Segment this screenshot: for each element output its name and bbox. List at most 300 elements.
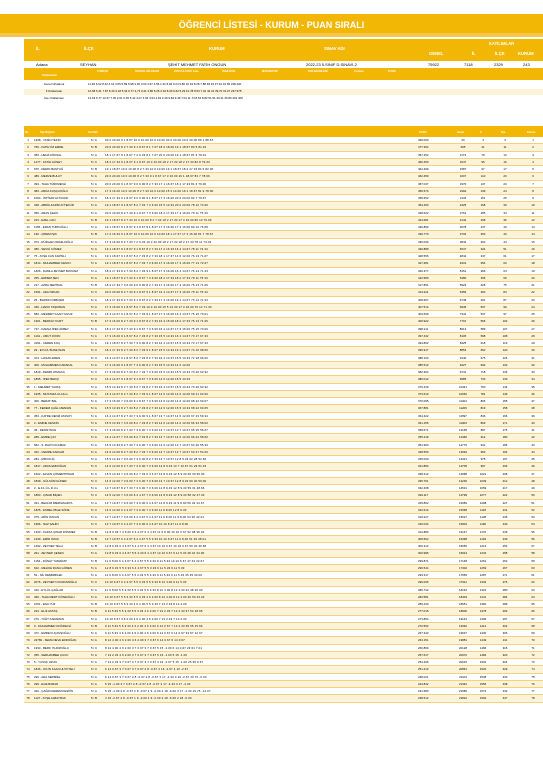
cell-sube: 5 / A [91,210,97,215]
kurum-katilim-value: 243 [523,62,530,67]
cell-ilce: 61 [503,254,507,258]
cell-ilce: 280 [502,587,508,592]
cell-kurum: 50 [531,493,535,498]
cell-no: 25 [26,312,30,316]
cell-ilce: 75 [503,283,507,287]
cell-total: 462.459 [418,174,429,179]
ilce-value: SEYHAN [80,62,97,67]
cell-ilce: 44 [503,239,507,244]
cell-scores: 15 5 13.33 8 2 7.33 8 2 7.33 8 2 7.33 14 6 12.00 15 5 13.33 68 22 60.65 [105,406,209,411]
cell-scores: 13 7 10.67 7 3 6.00 6 4 4.67 6 4 4.67 11 9 8.00 11 9 8.00 54 36 42.01 [105,515,205,519]
cell-name: 306 - MUHAMMED KARAKAL [34,362,73,367]
cell-kurum: 51 [531,500,535,505]
cell-il: 41 [481,145,485,150]
cell-total: 248.021 [418,674,429,679]
cell-genel: 11004 [459,399,467,403]
cell-total: 238.512 [418,696,429,701]
cell-genel: 15904 [458,522,468,527]
cell-sube: 5 / C [91,290,98,295]
cell-scores: 19 1 18.67 8 2 7.33 7 3 6.00 8 2 7.33 16 4 14.67 15 5 13.33 73 17 67.33 [105,341,209,345]
cell-no: 38 [26,406,30,411]
table-row [24,478,543,485]
cell-total: 422.580 [418,275,429,280]
ilce-ortalama-row [24,96,543,102]
cell-scores: 15 5 13.33 8 2 7.33 8 2 7.33 8 2 7.33 16 4 14.67 15 5 13.33 70 20 63.32 [105,384,209,389]
cell-name: 400 - BERAT BAL [34,399,58,403]
cell-name: 356 - ARAS ÇELİK [34,210,59,215]
cell-kurum: 3 [532,152,534,157]
cell-ilce: 102 [502,319,508,324]
cell-il: 819 [480,406,486,411]
table-row [24,239,543,246]
cell-scores: 12 8 9.33 7 3 6.00 6 4 4.67 6 4 4.67 11 9 8.00 10 10 6.67 52 38 39.34 [105,529,205,534]
cell-no: 35 [26,384,30,389]
cell-genel: 13421 [458,457,468,461]
cell-kurum: 61 [531,573,535,577]
cell-il: 110 [480,174,486,179]
cell-no: 62 [26,580,30,585]
cell-il: 1176 [479,529,487,534]
cell-no: 74 [26,667,30,672]
cell-sube: 5 / A [91,674,97,679]
cell-name: 22769 - SEMA NEVA ERDOĞAN [34,638,77,643]
kurum-header: KURUM [209,46,225,51]
table-row [24,398,543,405]
cell-ilce: 320 [502,652,508,657]
cell-sube: 5 / A [91,551,97,556]
cell-kurum: 16 [531,246,535,251]
cell-il: 1213 [479,544,487,548]
cell-total: 355.219 [418,435,429,440]
cell-ilce: 90 [503,304,507,309]
cell-genel: 15627 [458,515,468,519]
cell-total: 409.667 [418,297,429,302]
cell-name: 1839 - GÜLSÜM GÜNER [34,478,67,483]
cell-no: 31 [26,355,30,360]
cell-genel: 14799 [458,493,468,498]
cell-sube: 5 / A [91,341,97,345]
cell-kurum: 7 [532,181,534,186]
cell-genel: 1607 [459,174,467,179]
cell-ilce: 249 [502,536,508,541]
cell-kurum: 26 [531,319,535,324]
cell-name: 353 - KATRE DENİZ ATASOY [34,413,73,418]
table-row [24,529,543,536]
stat-label: Genel Ortalama [43,82,65,86]
cell-genel: 3734 [459,232,467,237]
cell-genel: 19144 [458,616,468,621]
cell-no: 75 [26,674,30,679]
cell-total: 267.340 [418,631,429,635]
cell-kurum: 76 [531,681,535,686]
cell-sube: 5 / C [91,159,98,164]
cell-name: 1101 - UMUT AYDIN [34,333,61,338]
cell-kurum: 46 [531,464,535,469]
cell-no: 14 [26,232,30,237]
cell-name: 25 - BARKIN ÖZBİÇER [34,297,65,302]
table-row [24,333,543,340]
cell-scores: 15 5 13.33 8 2 7.33 7 3 6.00 7 3 6.00 14 6 12.00 13 7 10.67 64 26 55.33 [105,442,209,447]
ortalamalar-label: Ortalamalar [42,74,57,77]
cell-scores: 20 0 20.00 9 1 8.67 9 0 9.00 8 2 7.33 17 1 16.67 18 2 17.33 81 6 79.00 [105,181,207,186]
cell-genel: 17148 [458,558,468,563]
cell-il: 151 [480,196,486,200]
cell-sube: 5 / B [91,602,97,606]
cell-kurum: 41 [531,428,535,432]
cell-genel: 1992 [459,188,467,193]
cell-sube: 5 / A [91,638,97,643]
cell-sube: 5 / B [91,529,97,534]
genel-header: GENEL [429,51,444,56]
cell-total: 397.432 [418,333,429,338]
cell-ilce: 208 [502,471,508,476]
cell-sube: 5 / A [91,362,97,367]
cell-kurum: 62 [531,580,535,585]
cell-ilce: 222 [502,493,508,498]
cell-ilce: 63 [503,261,507,266]
cell-il: 1520 [479,667,487,672]
sinav-adi-header: SINAV ADI [324,46,345,51]
cell-total: 426.377 [418,268,429,273]
cell-scores: 17 3 16.00 10 0 10.00 8 2 7.33 10 0 10.00 15 3 14.00 19 1 18.67 81 9 78.00 [105,188,214,193]
cell-il: 1269 [479,565,487,570]
cell-no: 50 [26,493,30,498]
cell-name: 276 - YİĞİT KARAMAN [34,616,64,621]
table-row [24,674,543,681]
cell-total: 244.842 [418,681,429,686]
cell-no: 2 [27,145,29,150]
cell-name: 1846 - AYLİN KAAN HUYKTELİ [34,667,75,672]
cell-kurum: 58 [531,551,535,556]
cell-genel: 3678 [459,225,467,229]
cell-il: 139 [480,188,486,193]
cell-ilce: 176 [502,428,508,432]
cell-ilce: 240 [502,522,508,527]
cell-sube: 5 / C [91,196,98,200]
cell-total: 466.450 [418,159,429,164]
cell-il: 1396 [479,616,487,621]
cell-no: 53 [26,515,30,519]
table-row [24,456,543,463]
cell-genel: 10652 [458,391,468,396]
table-row [24,166,543,173]
cell-scores: 15 5 13.33 7 3 6.00 7 3 6.00 8 2 7.33 13 7 10.67 12 8 9.33 62 28 52.66 [105,457,207,461]
cell-kurum: 73 [531,660,535,664]
cell-no: 67 [26,616,30,621]
cell-ilce: 253 [502,544,508,548]
cell-sube: 5 / A [91,616,97,621]
cell-sube: 5 / A [91,312,97,316]
cell-sube: 5 / A [91,174,97,179]
genel-katilim-value: 75922 [428,62,440,67]
cell-ilce: 64 [503,268,507,273]
ingilizce-header: İNGİLİZCE [222,70,236,73]
table-row [24,210,543,217]
cell-no: 18 [26,261,30,266]
cell-scores: 13 7 10.67 8 2 7.33 7 3 6.00 7 3 6.00 12 8 9.33 12 8 9.33 59 31 48.66 [105,486,205,490]
cell-ilce: 324 [502,660,508,664]
cell-kurum: 2 [532,145,534,150]
cell-sube: 5 / A [91,500,97,505]
cell-name: 1826 - DAMLA ZEYNEP BAYRAM [34,268,78,273]
cell-il: 912 [480,435,486,440]
table-row [24,565,543,572]
cell-name: 1492 - ZEYNEP TELLİ [34,544,63,548]
cell-sube: 5 / A [91,261,97,266]
cell-no: 11 [26,210,30,215]
cell-scores: 12 8 9.33 5 5 3.33 6 4 4.67 5 5 3.33 9 11 5.33 9 11 5.33 [105,565,185,570]
cell-ilce: 107 [502,326,508,331]
cell-total: 448.622 [418,210,429,215]
cell-name: 1895 - İPEK BEKÇİ [34,377,60,382]
cell-kurum: 5 [532,167,534,171]
cell-total: 335.761 [418,478,429,483]
cell-ilce: 203 [502,464,508,469]
cell-il: 618 [480,341,486,345]
cell-total: 413.221 [418,290,429,295]
cell-total: 286.742 [418,587,429,592]
cell-il: 208 [480,217,486,222]
ilce-katilim-header: İLÇE [495,51,505,56]
cell-sube: 5 / A [91,268,97,273]
cell-genel: 9985 [459,377,467,382]
cell-ilce: 311 [502,638,508,643]
cell-kurum: 13 [531,225,535,229]
cell-name: 489 - MERVE BULUT [34,174,62,179]
cell-il: 1059 [479,486,487,490]
cell-no: 30 [26,348,30,353]
cell-ilce: 217 [502,486,508,490]
cell-total: 309.562 [418,536,429,541]
cell-no: 3 [27,152,29,157]
cell-sube: 5 / A [91,573,97,577]
cell-name: 190 - ÇİREM IŞIK [34,232,57,237]
cell-no: 48 [26,478,30,483]
cell-il: 652 [480,348,486,353]
cell-name: 380 - SEVGİ CÖMEZ [34,246,62,251]
cell-ilce: 17 [503,167,507,171]
table-row [24,594,543,601]
cell-no: 55 [26,529,30,534]
cell-no: 1 [27,138,29,142]
cell-name: 1933 - BERK YILDIZOĞLU [34,645,69,650]
cell-genel: 9741 [459,370,467,374]
cell-sube: 5 / B [91,319,97,324]
cell-ilce: 158 [502,406,508,411]
cell-no: 24 [26,304,30,309]
cell-kurum: 32 [531,362,535,367]
cell-no: 56 [26,536,30,541]
stat-values: 11.69 6.02 8.42 6.61 3.05 5.59 5.98 4.36 3.63 3.97 4.96 1.31 8.94 9.24 5.86 10.64 8.28 7.88 48.23 37.91 33.69 248.420 [88,82,242,86]
cell-kurum: 24 [531,304,535,309]
cell-total: 264.151 [418,638,429,643]
cell-il: 1323 [479,587,487,592]
cell-scores: 17 3 16.00 9 1 8.67 8 2 7.33 8 2 7.33 15 5 13.33 16 4 14.67 73 17 67.33 [105,333,209,338]
cell-scores: 14 6 12.00 6 4 4.67 7 3 6.00 7 3 6.00 11 9 8.00 12 8 9.33 [105,507,187,512]
cell-genel: 5480 [459,275,467,280]
cell-genel: 1587 [459,167,467,171]
cell-ilce: 108 [502,333,508,338]
cell-scores: 20 0 20.00 10 0 10.00 8 2 7.33 9 1 8.67 17 3 16.00 19 1 18.67 83 7 78.66 [105,174,210,179]
cell-kurum: 44 [531,449,535,454]
cell-no: 13 [26,225,30,229]
cell-name: 1825 - ESMELİ BGE SÖNE [34,507,70,512]
cell-il: 354 [480,261,486,266]
table-row [24,442,543,449]
cell-genel: 18900 [458,609,468,614]
cell-ilce: 25 [503,196,507,200]
cell-genel: 11597 [459,413,467,418]
table-body [24,137,543,703]
cell-no: 57 [26,544,30,548]
cell-genel: 12776 [458,442,468,447]
cell-total: 427.481 [418,261,429,266]
table-row [24,449,543,456]
cell-genel: 6356 [459,290,467,295]
cell-name: 5 - YUSUF UZUN [34,660,57,664]
cell-scores: 19 1 18.67 9 1 8.67 8 2 7.33 7 3 6.00 17 3 16.00 17 3 16.00 77 13 72.67 [105,261,209,266]
cell-total: 398.211 [418,326,429,331]
cell-sube: 5 / A [91,246,97,251]
cell-no: 59 [26,558,30,563]
cell-genel: 18651 [458,602,468,606]
table-row [24,217,543,224]
table-row [24,543,543,550]
cell-name: 77 - KEREM ÇAĞLI ZENGİN [34,406,72,411]
cell-ilce: 43 [503,232,507,237]
cell-ilce: 155 [502,399,508,403]
cell-total: 306.313 [418,544,429,548]
cell-il: 168 [480,203,486,208]
cell-total: 376.440 [418,384,429,389]
cell-il: 1412 [479,623,487,628]
cell-sube: 5 / A [91,652,97,657]
table-row [24,681,543,688]
stat-label: İl Ortalaması [45,89,63,93]
cell-il: 806 [480,399,486,403]
cell-total: 251.213 [418,667,429,672]
cell-scores: 20 0 20.00 9 1 8.67 10 0 10.00 10 0 10.00 20 0 20.00 20 0 20.00 89 1 88.67 [105,138,214,142]
cell-sube: 5 / B [91,544,97,548]
cell-ilce: 20 [503,174,507,179]
cell-no: 9 [27,196,29,200]
cell-ilce: 347 [502,696,508,701]
cell-genel: 13705 [458,464,468,469]
col-ilce: İlçe [501,131,506,134]
cell-scores: 20 0 20.00 8 2 7.33 9 1 8.67 7 3 6.00 18 2 17.33 17 3 16.00 79 11 75.33 [105,210,208,215]
table-row [24,224,543,231]
cell-genel: 19881 [458,638,468,643]
cell-il: 95 [481,159,485,164]
cell-no: 27 [26,326,30,331]
cell-genel: 5151 [459,268,467,273]
turkce-header: TÜRKÇE [97,70,109,73]
cell-name: 976 - DERİN BAŞTUĞ [34,167,64,171]
table-header [24,126,543,137]
cell-kurum: 36 [531,391,535,396]
cell-no: 44 [26,449,30,454]
cell-il: 1502 [479,660,487,664]
cell-name: 255 - ERDEM ŞEN [34,275,59,280]
cell-sube: 5 / C [91,370,98,374]
cell-name: 331 - BEGÜM İMERİHSARYA [34,500,73,505]
cell-total: 293.317 [418,573,429,577]
cell-genel: 21822 [458,696,468,701]
cell-total: 370.095 [418,399,429,403]
cell-genel: 7701 [459,319,467,324]
cell-il: 1138 [479,515,487,519]
cell-ilce: 30 [503,203,507,208]
cell-il: 324 [480,246,486,251]
il-katilim-value: 7118 [464,62,473,67]
cell-sube: 5 / A [91,689,97,693]
cell-kurum: 71 [531,645,535,650]
cell-genel: 21580 [458,689,468,693]
averages-header [24,69,543,80]
table-row [24,666,543,673]
cell-sube: 5 / A [91,587,97,592]
cell-total: 361.155 [418,420,429,425]
cell-ilce: 24 [503,188,507,193]
cell-no: 37 [26,399,30,403]
table-row [24,463,543,470]
cell-kurum: 9 [532,196,534,200]
cell-no: 68 [26,623,30,628]
cell-il: 79 [481,152,485,157]
cell-scores: 15 5 13.33 7 3 6.00 8 2 7.33 6 4 4.67 12 8 9.33 12 8 9.33 60 30 50.00 [105,471,205,476]
cell-il: 1098 [479,500,487,505]
cell-no: 60 [26,565,30,570]
cell-genel: 8853 [459,348,467,353]
cell-sube: 5 / A [91,304,97,309]
cell-total: 299.871 [418,558,429,563]
cell-il: 1592 [479,696,487,701]
cell-scores: 18 2 17.33 8 2 7.33 9 1 8.67 8 2 7.33 17 3 16.00 16 4 14.67 76 14 71.33 [105,297,209,302]
table-row [24,391,543,398]
cell-name: 299 - EGE BARAN [34,681,59,686]
cell-ilce: 262 [502,558,508,563]
cell-ilce: 338 [502,681,508,686]
cell-total: 329.117 [418,493,429,498]
cell-il: 396 [480,275,486,280]
cell-total: 283.581 [418,594,429,599]
cell-scores: 17 3 16.00 8 2 7.33 7 3 6.00 7 3 6.00 13 7 10.67 13 7 10.67 65 25 56.67 [105,428,209,432]
cell-name: 1154 - DÜNAY YAMARAT [34,558,67,563]
cell-sube: 5 / A [91,239,97,244]
cell-ilce: 315 [502,645,508,650]
cell-il: 1077 [479,493,487,498]
cell-total: 241.680 [418,689,429,693]
cell-ilce: 271 [502,573,508,577]
genel-ortalama-row [24,82,543,88]
cell-genel: 10341 [458,384,468,389]
cell-ilce: 113 [502,341,508,345]
cell-no: 23 [26,297,30,302]
table-row [24,434,543,441]
cell-name: 394 - TAHA TÜRKMENLİ [34,181,67,186]
table-row [24,637,543,644]
cell-total: 341.884 [418,464,429,469]
cell-ilce: 302 [502,623,508,628]
cell-total: 435.030 [418,239,429,244]
cell-kurum: 18 [531,261,535,266]
table-row [24,427,543,434]
stat-values: 10.68 6.41 7.87 6.40 3.18 5.34 6.77 4.73 3.21 3.80 5.26 2.04 8.30 9.62 5.29 10.78 8.53 7.32 44.31 39.70 31.07 237.675 [88,89,242,93]
sinav-value: 2022-23 5.SINIF D.SINAVI-2 [306,62,357,67]
table-row [24,181,543,188]
cell-genel: 16913 [458,551,468,556]
cell-sube: 5 / B [91,696,97,701]
